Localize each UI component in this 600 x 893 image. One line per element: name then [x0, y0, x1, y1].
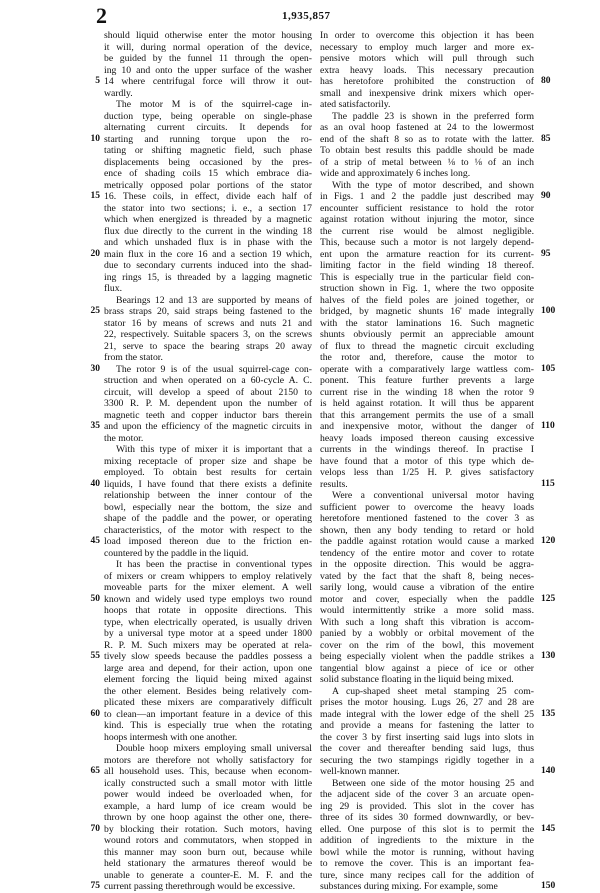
text-line: in Figs. 1 and 2 the paddle just described may: [320, 191, 534, 202]
paragraph: [320, 490, 534, 686]
text-line: element forcing the liquid being mixed against: [104, 674, 312, 685]
text-line: small and inexpensive drink mixers which oper-: [320, 87, 534, 99]
line-number: 115: [541, 478, 555, 489]
text-line: thrown by one hoop against the other one, there-: [104, 812, 312, 823]
text-line: the cover and thereafter bending said lugs, thus: [320, 743, 534, 754]
line-number: 125: [541, 593, 556, 604]
paragraph: [104, 295, 312, 364]
text-line: shunts obviously permit an appreciable amount: [320, 329, 534, 340]
text-line: the current rise would be almost negligible.: [320, 225, 534, 237]
text-line: the paddle against rotation would cause a marked: [320, 536, 534, 547]
text-line: held stationary the armatures thereof would be: [104, 858, 312, 869]
line-number: 55: [90, 651, 100, 661]
text-line: with the stator laminations 16. Such magnetic: [320, 317, 534, 329]
text-line: With the type of motor described, and shown: [332, 179, 534, 191]
text-line: In order to overcome this objection it has been: [320, 30, 534, 41]
text-line: the motor.: [104, 432, 144, 444]
text-line: It has been the practise in conventional types: [116, 559, 312, 570]
line-number: 70: [90, 823, 100, 834]
text-line: ing rings 15, is threaded by a lagging magnetic: [104, 271, 312, 283]
text-line: hoops intermesh with one another.: [104, 731, 238, 743]
text-line: tively slow speeds because the paddles possess a: [104, 651, 312, 662]
paragraph: [104, 444, 312, 559]
line-number: 50: [90, 593, 100, 604]
text-line: heretofore mentioned fastened to the cover 3 as: [320, 513, 534, 524]
patent-number: 1,935,857: [282, 10, 331, 22]
text-line: against rotation without injuring the motor, since: [320, 214, 534, 225]
text-line: ated satisfactorily.: [320, 99, 391, 110]
text-line: ence of shading coils 15 which embrace dia-: [104, 168, 312, 179]
text-line: is held against rotation. It will thus be apparent: [320, 398, 534, 409]
text-line: stator 16 by means of screws and nuts 21 and: [104, 317, 312, 329]
line-number: 100: [541, 306, 556, 316]
text-line: relationship between the inner contour of the: [104, 490, 312, 501]
text-line: that this arrangement permits the use of a small: [320, 409, 534, 421]
text-line: end of the shaft 8 so as to rotate with the latter.: [320, 133, 534, 145]
line-number: 140: [541, 766, 556, 776]
text-line: kind. This is especially true when the rotating: [104, 720, 312, 731]
line-number: 60: [90, 708, 100, 719]
line-number: 130: [541, 651, 556, 661]
text-line: motor and cover, especially when the paddle: [320, 593, 534, 605]
text-line: To obtain best results this paddle should be made: [320, 145, 534, 156]
text-line: prises the motor housing. Lugs 26, 27 and 28 are: [320, 697, 534, 708]
text-line: and provide a means for fastening the latter to: [320, 720, 534, 731]
text-line: hoops that rotate in opposite directions. This: [104, 605, 312, 616]
text-line: currents in the windings thereof. In practise I: [320, 444, 534, 455]
line-number: 10: [90, 133, 100, 144]
text-line: load imposed thereon due to the friction en-: [104, 536, 312, 547]
text-line: ture, since many recipes call for the addition of: [320, 869, 534, 881]
text-line: power would indeed be overloaded when, for: [104, 789, 312, 800]
text-line: substances during mixing. For example, some: [320, 881, 498, 892]
text-line: ing 10 and onto the upper surface of the washer: [104, 64, 312, 76]
text-line: being especially violent when the paddle strikes a: [320, 651, 534, 662]
text-line: With such a long shaft this vibration is accom-: [320, 616, 534, 628]
line-number: 15: [90, 191, 100, 201]
paragraph: [104, 559, 312, 743]
text-line: struction shown in Fig. 1, where the two opposite: [320, 283, 534, 294]
paragraph: [104, 743, 312, 893]
text-line: 14 where centrifugal force will throw it out-: [104, 76, 312, 87]
line-number: 45: [90, 536, 100, 546]
line-number: 65: [90, 766, 100, 776]
text-line: as an oval hoop fastened at 24 to the lowermost: [320, 122, 534, 133]
text-line: cover on the rim of the bowl, this movement: [320, 639, 534, 651]
line-number: 150: [541, 881, 556, 891]
text-line: 22, respectively. Suitable spacers 3, on the screws: [104, 329, 312, 340]
text-line: velops less than 1/25 H. P. gives satisfactory: [320, 467, 534, 478]
text-line: heavy loads imposed thereon causing excessive: [320, 432, 534, 444]
text-line: large area and depend, for their action, upon one: [104, 662, 312, 674]
text-line: the cover 3 by first inserting said lugs into slots in: [320, 731, 534, 743]
text-line: securing the two stampings rigidly together in a: [320, 754, 534, 766]
page-number: 2: [96, 3, 107, 28]
line-number: 90: [541, 191, 551, 201]
text-line: the rotor and, therefore, cause the motor to: [320, 352, 534, 363]
text-line: and which unshaded flux is in phase with the: [104, 237, 312, 248]
text-line: of mixers or cream whippers to employ relatively: [104, 570, 312, 582]
text-line: current rise in the winding 18 when the rotor 9: [320, 386, 534, 398]
text-line: sufficient power to overcome the heavy loads: [320, 501, 534, 513]
text-line: current passing therethrough would be excessive.: [104, 881, 296, 892]
text-line: duction type, being operable on single-phase: [104, 110, 312, 122]
paragraph: [104, 30, 312, 99]
text-line: encounter sufficient resistance to hold the rotor: [320, 202, 534, 214]
text-line: Between one side of the motor housing 25 and: [332, 777, 534, 789]
paragraph: [320, 778, 534, 893]
text-line: circuit, will develop a speed of about 2150 to: [104, 386, 312, 398]
text-line: 3300 R. P. M. dependent upon the number of: [104, 398, 312, 409]
text-line: bowl, especially near the bottom, the size and: [104, 501, 312, 513]
text-line: wardly.: [104, 87, 133, 99]
text-line: this manner may soon burn out, because while: [104, 846, 312, 858]
text-line: Double hoop mixers employing small universal: [116, 743, 312, 754]
text-line: to remove the cover. This is an important fea-: [320, 858, 534, 869]
text-line: countered by the paddle in the liquid.: [104, 547, 249, 559]
paragraph: [320, 686, 534, 778]
line-number: 135: [541, 708, 556, 719]
text-line: alternating current circuits. It depends for: [104, 122, 312, 133]
text-line: due to secondary currents induced into the shad-: [104, 260, 312, 271]
line-number: 40: [90, 478, 100, 489]
text-line: With this type of mixer it is important that a: [116, 444, 312, 455]
paragraph: [104, 364, 312, 445]
text-line: bridged, by magnetic shunts 16' made integrally: [320, 306, 534, 317]
text-line: tating or shifting magnetic field, such phase: [104, 145, 312, 156]
text-line: operate with a comparatively large wattless com-: [320, 363, 534, 375]
text-line: ing 29 is provided. This slot in the cover has: [320, 800, 534, 812]
text-line: halves of the field poles are joined together, or: [320, 294, 534, 306]
text-line: flux.: [104, 283, 123, 294]
text-line: by a universal type motor at a speed under 1800: [104, 628, 312, 639]
text-line: plicated these mixers are comparatively difficult: [104, 697, 312, 708]
text-line: from the stator.: [104, 352, 163, 363]
left-text-column: [104, 30, 312, 893]
text-line: shape of the paddle and the power, or operating: [104, 513, 312, 524]
text-line: known and widely used type employs two round: [104, 593, 312, 605]
text-line: has heretofore prohibited the construction of: [320, 76, 534, 87]
text-line: type, when electrically operated, is usually driven: [104, 616, 312, 628]
text-line: unable to generate a counter-E. M. F. and the: [104, 869, 312, 881]
line-number: 5: [95, 76, 100, 86]
text-line: in the opposite direction. This would be aggra-: [320, 559, 534, 570]
line-number: 110: [541, 421, 555, 431]
text-line: addition of ingredients to the mixture in the: [320, 835, 534, 846]
text-line: necessary to employ much larger and more ex-: [320, 41, 534, 53]
text-line: This, because such a motor is not largely depend-: [320, 237, 534, 248]
line-number: 25: [90, 306, 100, 316]
text-line: to clean—an important feature in a device of this: [104, 708, 312, 720]
text-line: extra heavy loads. This necessary precaution: [320, 64, 534, 76]
text-line: pensive motors which will pull through such: [320, 53, 534, 64]
text-line: employed. To obtain best results for certain: [104, 467, 312, 478]
line-number: 35: [90, 421, 100, 431]
text-line: displacements being occasioned by the pres-: [104, 156, 312, 168]
paragraph: [104, 99, 312, 295]
text-line: brass straps 20, said straps being fastened to the: [104, 306, 312, 317]
text-line: 21, serve to space the bearing straps 20 away: [104, 340, 312, 352]
text-line: starting and running torque upon the ro-: [104, 133, 312, 145]
text-line: well-known manner.: [320, 766, 400, 777]
text-line: the other element. Besides being relatively com-: [104, 685, 312, 697]
text-line: The rotor 9 is of the usual squirrel-cage con-: [116, 363, 312, 375]
line-number: 85: [541, 133, 551, 144]
text-line: Bearings 12 and 13 are supported by means of: [116, 294, 312, 306]
text-line: the stator into two sections; i. e., a section 17: [104, 202, 312, 214]
text-line: limiting factor in the field winding 18 thereof.: [320, 260, 534, 271]
text-line: wide and approximately 6 inches long.: [320, 168, 471, 179]
line-number: 30: [90, 363, 100, 374]
text-line: ically constructed such a small motor with little: [104, 777, 312, 789]
line-number: 20: [90, 248, 100, 259]
text-line: liquids, I have found that there exists a definite: [104, 478, 312, 490]
text-line: of flux to thread the magnetic circuit excluding: [320, 340, 534, 352]
line-number: 95: [541, 248, 551, 259]
text-line: A cup-shaped sheet metal stamping 25 com-: [332, 685, 534, 697]
paragraph: [320, 30, 534, 111]
line-number: 75: [90, 881, 100, 891]
text-line: results.: [320, 478, 348, 490]
text-line: made integral with the lower edge of the shell 25: [320, 708, 534, 720]
text-line: Were a conventional universal motor having: [332, 490, 534, 501]
text-line: moveable parts for the mixer element. A well: [104, 582, 312, 593]
text-line: magnetic teeth and copper inductor bars therein: [104, 409, 312, 421]
text-line: the adjacent side of the cover 3 an arcuate open-: [320, 789, 534, 800]
line-number: 105: [541, 363, 556, 374]
text-line: metrically opposed polar portions of the stator: [104, 179, 312, 191]
text-line: 16. These coils, in effect, divide each half of: [104, 191, 312, 202]
text-line: characteristics, of the motor with respect to the: [104, 524, 312, 536]
text-line: all household uses. This, because when econom-: [104, 766, 312, 777]
text-line: three of its sides 30 formed downwardly, or bev-: [320, 812, 534, 823]
paragraph: [320, 111, 534, 180]
text-line: tendency of the entire motor and cover to rotate: [320, 547, 534, 559]
line-number: 80: [541, 76, 551, 86]
text-line: tangential blow against a piece of ice or other: [320, 662, 534, 674]
text-line: which when energized is threaded by a magnetic: [104, 214, 312, 225]
text-line: have found that a motor of this type which de-: [320, 455, 534, 467]
text-line: shown, then any body tending to retard or hold: [320, 524, 534, 536]
text-line: This is especially true in the particular field con-: [320, 271, 534, 283]
line-number: 120: [541, 536, 556, 546]
text-line: bowl while the motor is running, without having: [320, 846, 534, 858]
right-text-column: [320, 30, 534, 893]
text-line: and upon the efficiency of the magnetic circuits in: [104, 421, 312, 432]
line-number: 145: [541, 823, 556, 834]
text-line: R. P. M. Such mixers may be operated at rela-: [104, 639, 312, 651]
text-line: by blocking their rotation. Such motors, having: [104, 823, 312, 835]
text-line: and inexpensive motor, without the danger of: [320, 421, 534, 432]
text-line: solid substance floating in the liquid being mixed.: [320, 674, 514, 685]
text-line: flux due directly to the current in the winding 18: [104, 225, 312, 237]
text-line: vated by the fact that the shaft 8, being neces-: [320, 570, 534, 582]
text-line: mixing receptacle of proper size and shape be: [104, 455, 312, 467]
text-line: should liquid otherwise enter the motor housing: [104, 30, 312, 41]
text-line: it will, during normal operation of the device,: [104, 41, 312, 53]
text-line: elled. One purpose of this slot is to permit the: [320, 823, 534, 835]
text-line: of a strip of metal between ⅛ to ⅛ of an inch: [320, 156, 534, 168]
text-line: ponent. This feature further prevents a large: [320, 375, 534, 386]
text-line: panied by a wobbly or orbital movement of the: [320, 628, 534, 639]
text-line: struction and when operated on a 60-cycle A. C.: [104, 375, 312, 386]
text-line: main flux in the core 16 and a section 19 which,: [104, 248, 312, 260]
paragraph: [320, 180, 534, 491]
text-line: sarily long, would cause a vibration of the entire: [320, 582, 534, 593]
text-line: be guided by the funnel 11 through the open-: [104, 53, 312, 64]
text-line: example, a hard lump of ice cream would be: [104, 800, 312, 812]
text-line: ent upon the armature reaction for its current-: [320, 248, 534, 260]
text-line: The paddle 23 is shown in the preferred form: [332, 110, 534, 122]
text-line: The motor M is of the squirrel-cage in-: [116, 99, 312, 110]
text-line: motors are therefore not wholly satisfactory for: [104, 754, 312, 766]
text-line: wound rotors and commutators, when stopped in: [104, 835, 312, 846]
text-line: would intermittently strike a more solid mass.: [320, 605, 534, 616]
